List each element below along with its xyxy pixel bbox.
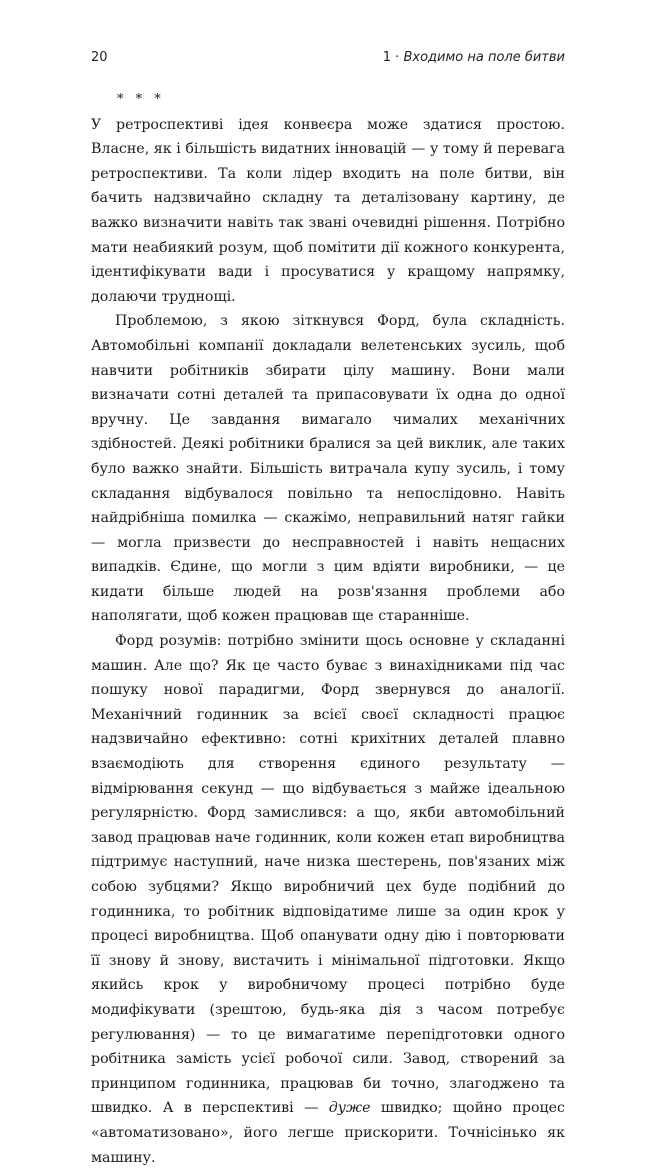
paragraph-3-text-end: швидко; щойно процес «автоматизовано», його легше прискорити. Точнісінько як машину. [91, 1100, 565, 1166]
paragraph-3 [91, 629, 565, 1170]
page-number: 20 [91, 50, 108, 65]
chapter-number: 1 [382, 50, 392, 65]
body-text [91, 88, 565, 1170]
paragraph-3-text-start: Форд розумів: потрібно змінити щось основне у складанні машин. Але що? Як це часто буває з винахідниками під час пошуку нової парадигми, Форд звернувся до аналогії. Механічний годинник за всієї своєї складності працює надзвичайно ефективно: сотні крихітних деталей плавно взаємодіють для створення єдиного результату — відмірювання секунд — що відбувається з майже ідеальною регулярністю. Форд замислився: а що, якби автомобільний завод працював наче годинник, коли кожен етап виробництва підтримує наступний, наче низка шестерень, пов'язаних між собою зубцями? Якщо виробничий цех буде подібний до годинника, то робітник відповідатиме лише за один крок у процесі виробництва. Щоб опанувати одну дію і повторювати її знову й знову, вистачить і мінімальної підготовки. Якщо якийсь крок у виробничому процесі потрібно буде модифікувати (зрештою, будь-яка дія з часом потребує регулювання) — то це вимагатиме перепідготовки одного робітника замість усієї робочої сили. Завод, створений за принципом годинника, працював би точно, злагоджено та швидко. А в перспективі — [91, 633, 565, 1117]
paragraph-2: Проблемою, з якою зіткнувся Форд, була складність. Автомобільні компанії докладали велетенських зусиль, щоб навчити робітників збирати цілу машину. Вони мали визначати сотні деталей та припасовувати їх одна до одної вручну. Це завдання вимагало чималих механічних здібностей. Деякі робітники бралися за цей виклик, але таких було важко знайти. Більшість витрачала купу зусиль, і тому складання відбувалося повільно та непослідовно. Навіть найдрібніша помилка — скажімо, неправильний натяг гайки — могла призвести до несправностей і навіть нещасних випадків. Єдине, що могли з цим вдіяти виробники, — це кидати більше людей на розв'язання проблеми або наполягати, щоб кожен працював ще старанніше. [91, 313, 565, 625]
emphasis-word: дуже [328, 1100, 371, 1117]
running-head-separator: · [391, 50, 404, 65]
chapter-title: Входимо на поле битви [403, 50, 565, 65]
running-head [383, 50, 565, 65]
page-header [91, 50, 565, 70]
section-break: * * * [117, 92, 165, 107]
paragraph-1: У ретроспективі ідея конвеєра може здатися простою. Власне, як і більшість видатних інновацій — у тому й перевага ретроспективи. Та коли лідер входить на поле битви, він бачить надзвичайно складну та деталізовану картину, де важко визначити навіть так звані очевидні рішення. Потрібно мати неабиякий розум, щоб помітити дії кожного конкурента, ідентифікувати вади і просуватися у кращому напрямку, долаючи труднощі. [91, 116, 565, 305]
